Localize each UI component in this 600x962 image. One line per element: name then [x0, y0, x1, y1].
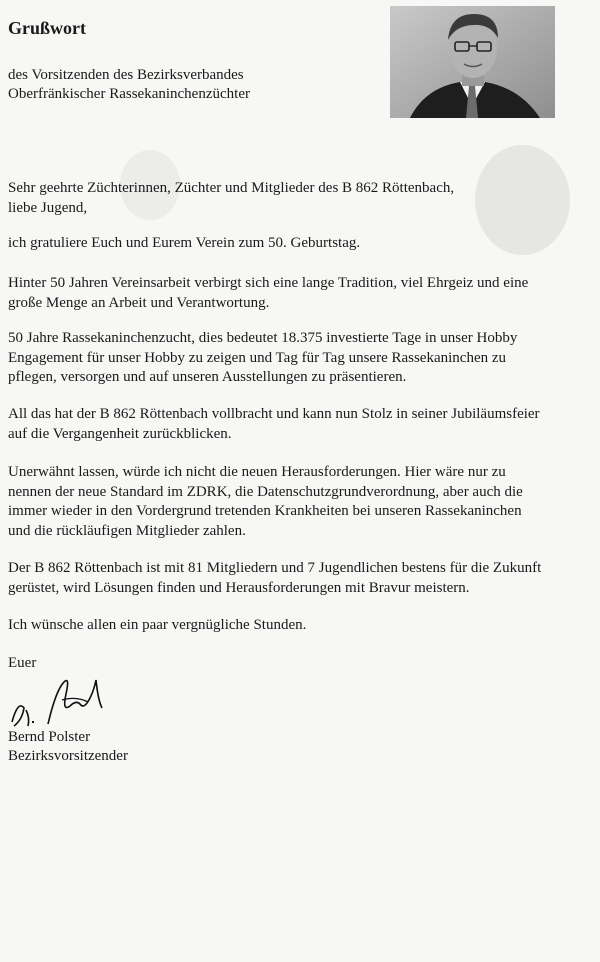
closing: Euer — [8, 655, 37, 671]
paragraph-line: 50 Jahre Rassekaninchenzucht, dies bedeutet 18.375 investierte Tage in unser Hobby — [8, 330, 518, 346]
paragraph-line: Hinter 50 Jahren Vereinsarbeit verbirgt sich eine lange Tradition, viel Ehrgeiz und eine — [8, 275, 529, 291]
subtitle-line: des Vorsitzenden des Bezirksverbandes — [8, 67, 244, 83]
paragraph-line: gerüstet, wird Lösungen finden und Herausforderungen mit Bravur meistern. — [8, 579, 470, 596]
page-title: Grußwort — [8, 18, 86, 38]
paragraph-line: All das hat der B 862 Röttenbach vollbracht und kann nun Stolz in seiner Jubiläumsfeier — [8, 406, 540, 422]
paragraph-5 — [8, 463, 588, 541]
paragraph-3 — [8, 329, 588, 388]
paragraph-line: große Menge an Arbeit und Verantwortung. — [8, 294, 270, 311]
subtitle-line: Oberfränkischer Rassekaninchenzüchter — [8, 86, 250, 102]
paragraph-line: Unerwähnt lassen, würde ich nicht die neuen Herausforderungen. Hier wäre nur zu — [8, 464, 506, 480]
paragraph-line: Der B 862 Röttenbach ist mit 81 Mitgliedern und 7 Jugendlichen bestens für die Zukunft — [8, 560, 542, 576]
paragraph-7 — [8, 616, 588, 636]
paragraph-line: Engagement für unser Hobby zu zeigen und Tag für Tag unsere Rassekaninchen zu — [8, 349, 507, 366]
portrait-photo — [390, 6, 555, 118]
paragraph-line: nennen der neue Standard im ZDRK, die Datenschutzgrundverordnung, aber auch die — [8, 483, 523, 500]
salutation — [8, 179, 588, 218]
paragraph-6 — [8, 559, 588, 598]
paragraph-line: pflegen, versorgen und auf unseren Ausstellungen zu präsentieren. — [8, 369, 407, 385]
paragraph-line: ich gratuliere Euch und Eurem Verein zum 50. Geburtstag. — [8, 235, 361, 251]
paragraph-line: und die rückläufigen Mitglieder zahlen. — [8, 522, 246, 539]
handwritten-signature — [4, 660, 114, 735]
paragraph-line: immer wieder in den Vordergrund tretenden Krankheiten bei unseren Rassekaninchen — [8, 503, 522, 519]
salutation-line: Sehr geehrte Züchterinnen, Züchter und Mitglieder des B 862 Röttenbach, — [8, 180, 455, 196]
paragraph-2 — [8, 274, 588, 313]
signer-name: Bernd Polster — [8, 729, 91, 745]
paragraph-4 — [8, 405, 588, 444]
paragraph-line: Ich wünsche allen ein paar vergnügliche Stunden. — [8, 617, 307, 633]
signer-role: Bezirksvorsitzender — [8, 748, 128, 764]
paragraph-1 — [8, 234, 588, 254]
salutation-line: liebe Jugend, — [8, 199, 88, 216]
paragraph-line: auf die Vergangenheit zurückblicken. — [8, 425, 232, 442]
portrait-photo-icon — [390, 6, 555, 118]
